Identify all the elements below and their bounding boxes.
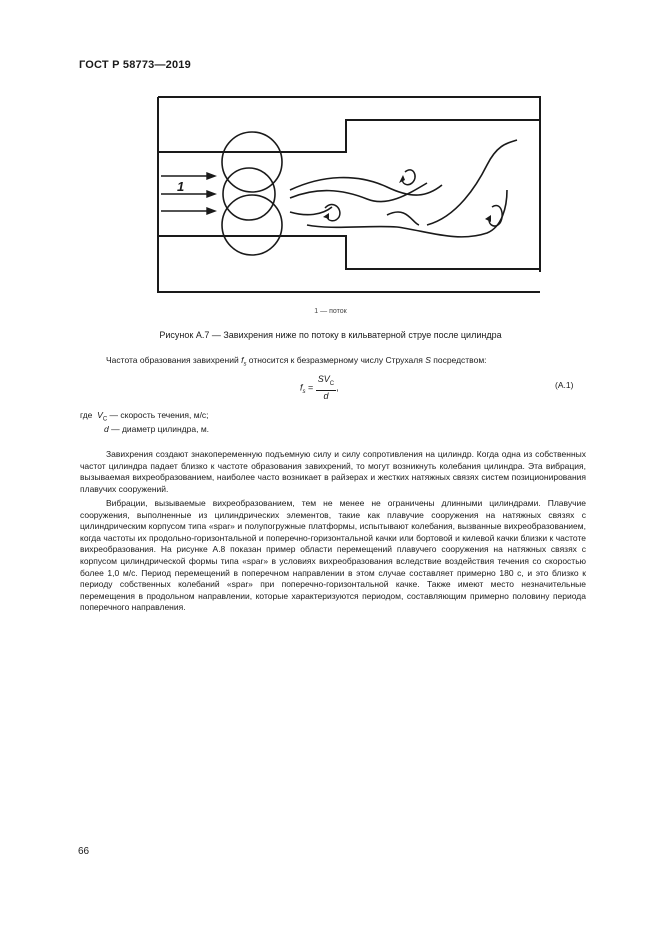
paragraph-floating-structures: Вибрации, вызываемые вихреобразованием, тем не менее не ограничены длинными цилиндрами. Плавучие сооружения, выполненные из цилиндрических элементов, такие как плавучие сооружения на натяжных связях с цилиндрическим корпусом типа «spar» и полупогружные платформы, испытывают колебания, вызванные вихреобразованием, когда частоты их продольно-горизонтальной и поперечно-горизонтальной качки или бортовой и килевой качки близки к частоте вихреобразования. На рисунке А.8 показан пример области перемещений плавучего сооружения на натяжных связях с корпусом цилиндрической формы типа «spar» в условиях вихреобразования вследствие воздействия течения со скоростью более 1,0 м/с. Период перемещений в поперечном направлении в этом случае составляет примерно 180 с, и это близко к периоду собственных колебаний «spar» при поперечно-горизонтальной качке. Также имеют место незначительные перемещения в продольном направлении, которые характеризуются периодом, составляющим примерно половину периода поперечного направления. — [80, 498, 586, 613]
document-header: ГОСТ Р 58773—2019 — [79, 59, 191, 71]
wake-vortex-figure — [157, 95, 541, 294]
channel-top-step — [158, 120, 540, 152]
equation-number: (А.1) — [555, 380, 574, 390]
strouhal-formula: $f_s$ = $\frac{SV_C}{d}$ , — [300, 374, 339, 401]
intro-sentence: Частота образования завихрений $f_s$ относится к безразмерному числу Струхаля S посредством: — [106, 355, 487, 368]
channel-top-wall — [158, 97, 540, 272]
paragraph-vortex-forces: Завихрения создают знакопеременную подъемную силу и силу сопротивления на цилиндр. Когда одна из собственных частот цилиндра падает близко к частоте образования завихрений, то могут возникнуть колебания цилиндра. Эта вибрация, вызываемая вихреобразованием, наиболее часто возникает в райзерах и жестких натяжных связях систем позиционирования плавучих сооружений. — [80, 449, 586, 494]
page-number: 66 — [78, 846, 90, 857]
upper-vortex-circle — [222, 132, 282, 192]
figure-legend: 1 — поток — [314, 308, 347, 315]
cylinder — [223, 168, 275, 220]
flow-label: 1 — [177, 179, 185, 194]
vortex-curl-top — [403, 170, 415, 185]
channel-bottom-step — [158, 236, 540, 269]
figure-caption: Рисунок А.7 — Завихрения ниже по потоку в кильватерной струе после цилиндра — [159, 330, 502, 340]
where-velocity: где $V_C$ — скорость течения, м/с; — [80, 410, 209, 423]
lower-vortex-circle — [222, 195, 282, 255]
where-diameter: d — диаметр цилиндра, м. — [104, 424, 210, 434]
